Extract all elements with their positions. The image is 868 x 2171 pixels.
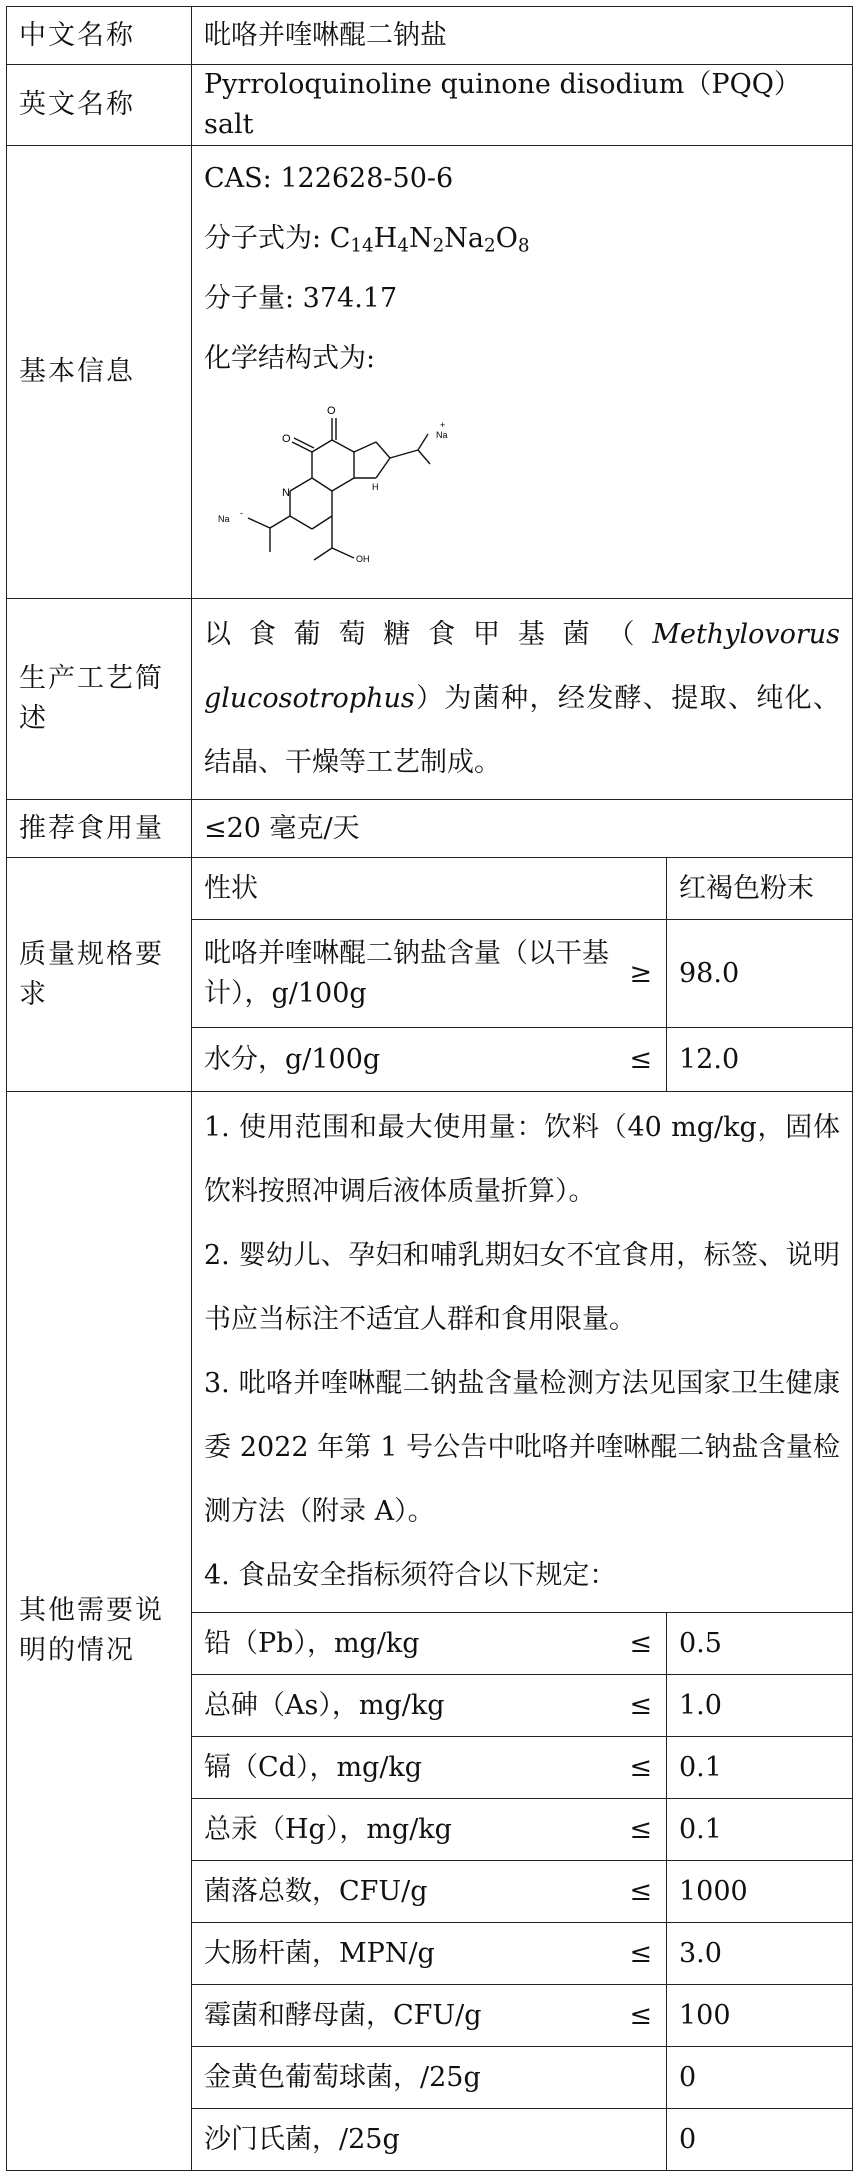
safety-name: 总汞（Hg），mg/kg: [204, 1813, 452, 1845]
safety-value: 3.0: [667, 1923, 853, 1985]
formula-c-count: 14: [350, 235, 374, 257]
molecular-weight: 分子量: 374.17: [204, 283, 398, 314]
chemical-structure-diagram: [204, 398, 644, 588]
process-post: ）为菌种，经发酵、提取、纯化、结晶、干燥等工艺制成。: [204, 683, 840, 778]
struct-minus: -: [240, 508, 243, 518]
formula-n-count: 2: [432, 235, 445, 257]
molecular-formula: [204, 214, 840, 274]
safety-name: 大肠杆菌，MPN/g: [204, 1937, 435, 1969]
row-process: [7, 599, 853, 800]
safety-value: 100: [667, 1985, 853, 2047]
quality-item-value: 12.0: [667, 1028, 853, 1092]
safety-name-cell: [192, 1923, 667, 1985]
spec-table: [6, 6, 853, 2171]
label-quality: 质量规格要求: [7, 858, 192, 1092]
safety-name-cell: [192, 1675, 667, 1737]
safety-name: 镉（Cd），mg/kg: [204, 1751, 423, 1783]
safety-name: 霉菌和酵母菌，CFU/g: [204, 1999, 482, 2031]
safety-name-cell: [192, 2109, 667, 2171]
safety-name: 总砷（As），mg/kg: [204, 1689, 445, 1721]
note-item: 2. 婴幼儿、孕妇和哺乳期妇女不宜食用，标签、说明书应当标注不适宜人群和食用限量。: [204, 1240, 840, 1335]
note-item: 3. 吡咯并喹啉醌二钠盐含量检测方法见国家卫生健康委 2022 年第 1 号公告中吡咯并喹啉醌二钠盐含量检测方法（附录 A）。: [204, 1368, 840, 1527]
label-cn-name: 中文名称: [7, 7, 192, 65]
formula-h-count: 4: [397, 235, 409, 257]
struct-o-left: O: [282, 433, 291, 445]
safety-operator: ≤: [629, 1999, 652, 2031]
safety-operator: ≤: [629, 1689, 652, 1721]
row-cn-name: [7, 7, 853, 65]
struct-n: N: [282, 487, 290, 499]
safety-operator: ≤: [629, 1937, 652, 1969]
process-strain-genus: Methylovorus: [652, 619, 840, 650]
safety-operator: ≤: [629, 1751, 652, 1783]
structure-label: 化学结构式为:: [204, 343, 376, 374]
label-dosage: 推荐食用量: [7, 800, 192, 858]
row-quality-appearance: [7, 858, 853, 920]
quality-item-name: 水分，g/100g: [204, 1043, 381, 1075]
row-other-notes: [7, 1092, 853, 1613]
safety-name: 铅（Pb），mg/kg: [204, 1627, 420, 1659]
formula-n: N: [408, 223, 433, 254]
quality-item-name: 性状: [192, 858, 667, 920]
value-en-name: Pyrroloquinoline quinone disodium（PQQ）salt: [192, 65, 853, 146]
struct-oh: OH: [356, 554, 370, 564]
value-process: [192, 599, 853, 800]
formula-c: C: [329, 223, 351, 254]
process-strain-species: glucosotrophus: [204, 683, 415, 714]
struct-nh: H: [372, 482, 379, 492]
quality-item-name: 吡咯并喹啉醌二钠盐含量（以干基计），g/100g: [204, 937, 609, 1009]
safety-operator: ≤: [629, 1813, 652, 1845]
quality-item-value: 98.0: [667, 920, 853, 1028]
row-en-name: [7, 65, 853, 146]
safety-operator: ≤: [629, 1627, 652, 1659]
safety-value: 0.5: [667, 1613, 853, 1675]
process-pre: 以食葡萄糖食甲基菌（: [204, 619, 653, 650]
safety-name-cell: [192, 1799, 667, 1861]
cas-number: CAS: 122628-50-6: [204, 163, 454, 194]
safety-name-cell: [192, 1861, 667, 1923]
safety-name: 金黄色葡萄球菌，/25g: [204, 2061, 481, 2093]
value-basic-info: [192, 146, 853, 599]
formula-o: O: [495, 223, 518, 254]
safety-name-cell: [192, 1985, 667, 2047]
quality-item-value: 红褐色粉末: [667, 858, 853, 920]
struct-na-left: Na: [218, 514, 230, 524]
formula-h: H: [373, 223, 398, 254]
row-basic-info: [7, 146, 853, 599]
row-dosage: [7, 800, 853, 858]
safety-value: 0: [667, 2109, 853, 2171]
formula-na: Na: [444, 223, 485, 254]
label-basic-info: 基本信息: [7, 146, 192, 599]
safety-name: 沙门氏菌，/25g: [204, 2123, 400, 2155]
label-en-name: 英文名称: [7, 65, 192, 146]
struct-o-top: O: [327, 405, 336, 417]
safety-operator: ≤: [629, 1875, 652, 1907]
value-other-notes: [192, 1092, 853, 1613]
note-item: 4. 食品安全指标须符合以下规定：: [204, 1560, 617, 1591]
safety-name-cell: [192, 1613, 667, 1675]
safety-name: 菌落总数，CFU/g: [204, 1875, 428, 1907]
formula-o-count: 8: [517, 235, 530, 257]
quality-item-operator: ≤: [629, 1043, 652, 1075]
quality-item-operator: ≥: [629, 957, 652, 989]
safety-name-cell: [192, 1737, 667, 1799]
safety-value: 1.0: [667, 1675, 853, 1737]
struct-na-right: Na: [436, 430, 448, 440]
safety-value: 0.1: [667, 1737, 853, 1799]
safety-value: 0.1: [667, 1799, 853, 1861]
formula-prefix: 分子式为:: [204, 223, 330, 254]
safety-value: 0: [667, 2047, 853, 2109]
value-cn-name: 吡咯并喹啉醌二钠盐: [192, 7, 853, 65]
quality-item-name-cell: [192, 1028, 667, 1092]
quality-item-name-cell: [192, 920, 667, 1028]
safety-value: 1000: [667, 1861, 853, 1923]
safety-name-cell: [192, 2047, 667, 2109]
label-process: 生产工艺简述: [7, 599, 192, 800]
label-other: 其他需要说明的情况: [7, 1092, 192, 2171]
value-dosage: ≤20 毫克/天: [192, 800, 853, 858]
note-item: 1. 使用范围和最大使用量：饮料（40 mg/kg，固体饮料按照冲调后液体质量折算）。: [204, 1112, 840, 1207]
struct-charge: +: [440, 420, 446, 430]
formula-na-count: 2: [484, 235, 496, 257]
